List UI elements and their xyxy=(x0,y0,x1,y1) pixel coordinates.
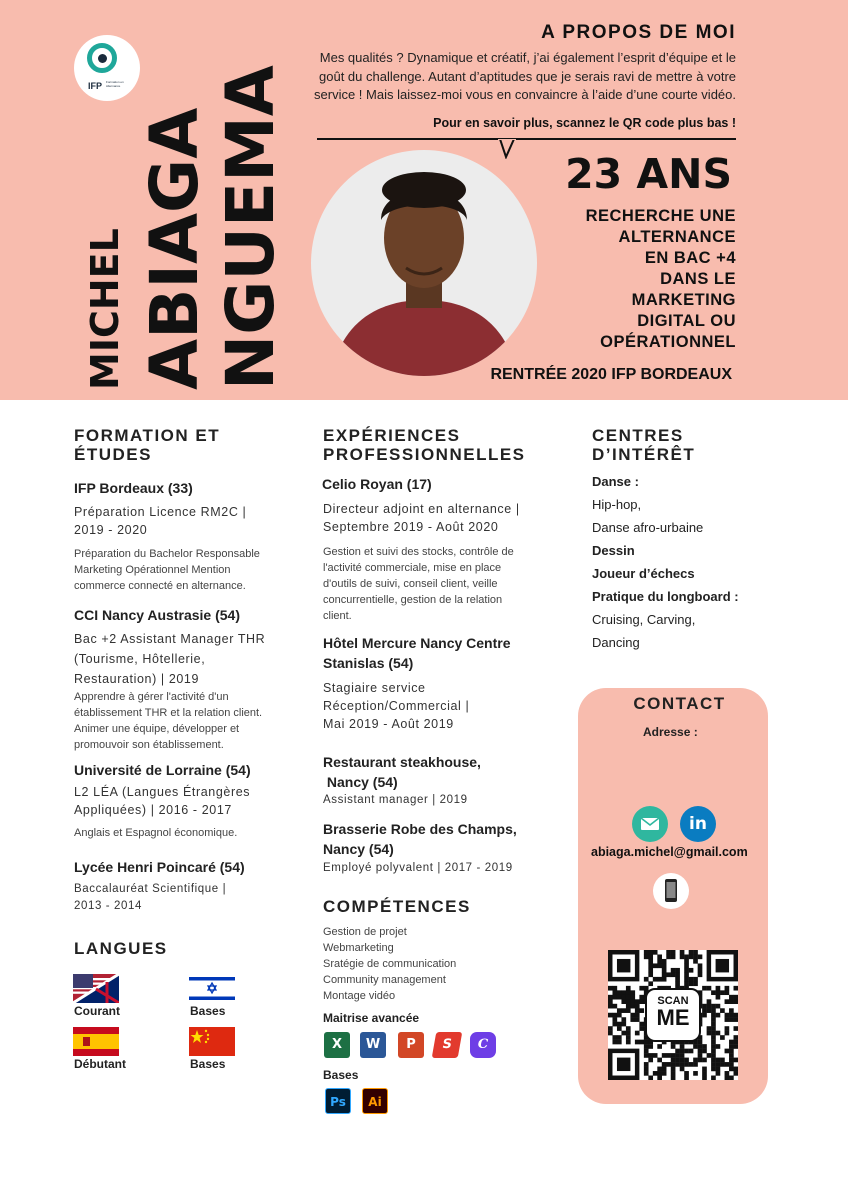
interets-title-line: D’INTÉRÊT xyxy=(592,445,696,464)
formation-desc: Anglais et Espagnol économique. xyxy=(74,827,238,839)
excel-icon: X xyxy=(324,1032,350,1058)
degree-line: 2013 - 2014 xyxy=(74,900,142,912)
degree-line: Appliquées) | 2016 - 2017 xyxy=(74,803,232,817)
desc-line: Gestion et suivi des stocks, contrôle de xyxy=(323,546,514,558)
company-line: Brasserie Robe des Champs, xyxy=(323,821,517,837)
formation-degree xyxy=(74,783,250,819)
last-name-2: NGUEMA xyxy=(212,65,289,390)
desc-line: Apprendre à gérer l'activité d'un xyxy=(74,691,229,703)
sketchup-icon: S xyxy=(432,1032,463,1058)
search-line: DIGITAL OU xyxy=(637,312,736,330)
desc-line: Animer une équipe, développer et xyxy=(74,723,240,735)
age-heading: 23 ANS xyxy=(565,150,732,198)
interet-line: Dancing xyxy=(592,635,640,650)
desc-line: Marketing Opérationnel Mention xyxy=(74,564,231,576)
search-line: RECHERCHE UNE xyxy=(585,207,736,225)
contact-title: CONTACT xyxy=(633,694,726,713)
interet-line: Danse : xyxy=(592,474,639,489)
first-name: MICHEL xyxy=(83,228,127,390)
logo-subtext: Formation en Alternance xyxy=(106,80,124,88)
formation-school: Université de Lorraine (54) xyxy=(74,762,251,778)
qr-scan-label xyxy=(645,988,701,1042)
formation-title xyxy=(74,426,220,464)
about-title: A PROPOS DE MOI xyxy=(541,22,736,43)
formation-school: CCI Nancy Austrasie (54) xyxy=(74,607,240,623)
experience-company: Celio Royan (17) xyxy=(322,476,432,492)
degree-line: L2 LÉA (Langues Étrangères xyxy=(74,785,251,799)
experience-desc xyxy=(323,544,514,624)
desc-line: Préparation du Bachelor Responsable xyxy=(74,548,260,560)
uk-us-flag-icon xyxy=(73,974,119,1003)
israel-flag-icon xyxy=(189,974,235,1003)
basic-label: Bases xyxy=(323,1068,359,1082)
role-line: Mai 2019 - Août 2019 xyxy=(323,717,454,731)
search-line: MARKETING xyxy=(631,291,736,309)
company-line: Nancy (54) xyxy=(323,841,394,857)
experiences-title-line: PROFESSIONNELLES xyxy=(323,445,526,464)
formation-degree xyxy=(74,503,246,539)
experience-company xyxy=(323,633,511,673)
interets-list xyxy=(592,470,739,654)
search-line: OPÉRATIONNEL xyxy=(600,333,736,351)
interets-title-line: CENTRES xyxy=(592,426,684,445)
search-line: EN BAC +4 xyxy=(644,249,736,267)
advanced-label: Maitrise avancée xyxy=(323,1011,420,1025)
desc-line: client. xyxy=(323,610,352,622)
langue-level: Courant xyxy=(74,1004,120,1018)
logo-dot-icon xyxy=(98,54,107,63)
degree-line: Restauration) | 2019 xyxy=(74,672,200,686)
about-text: Mes qualités ? Dynamique et créatif, j’ai également l’esprit d’équipe et le goût du challenge. Autant d’aptitudes que je serais ravi de mettre à votre service ! Mais laissez-moi vous en convaincre à l’aide d’une courte vidéo. xyxy=(314,50,736,102)
interets-title xyxy=(592,426,695,464)
mail-icon[interactable] xyxy=(632,806,668,842)
langues-title: LANGUES xyxy=(74,939,168,958)
experience-role: Employé polyvalent | 2017 - 2019 xyxy=(323,862,513,874)
linkedin-icon[interactable]: in xyxy=(680,806,716,842)
desc-line: établissement THR et la relation client. xyxy=(74,707,263,719)
profile-photo xyxy=(311,150,537,376)
experience-company xyxy=(323,752,481,792)
last-name-1: ABIAGA xyxy=(136,107,213,390)
desc-line: promouvoir son établissement. xyxy=(74,739,224,751)
formation-title-line: FORMATION ET xyxy=(74,426,221,445)
search-statement xyxy=(516,206,736,353)
china-flag-icon xyxy=(189,1027,235,1056)
desc-line: l'activité commerciale, mise en place xyxy=(323,562,502,574)
word-icon: W xyxy=(360,1032,386,1058)
langue-level: Débutant xyxy=(74,1057,126,1071)
skill-item: Webmarketing xyxy=(323,942,394,954)
role-line: Septembre 2019 - Août 2020 xyxy=(323,520,499,534)
skill-item: Gestion de projet xyxy=(323,926,407,938)
interet-line: Pratique du longboard : xyxy=(592,589,739,604)
degree-line: Baccalauréat Scientifique | xyxy=(74,883,227,895)
ifp-logo xyxy=(74,35,140,101)
company-line: Hôtel Mercure Nancy Centre xyxy=(323,635,511,651)
company-line: Stanislas (54) xyxy=(323,655,414,671)
skills-list xyxy=(323,924,456,1004)
interet-line: Hip-hop, xyxy=(592,497,642,512)
formation-school: Lycée Henri Poincaré (54) xyxy=(74,859,245,875)
role-line: Directeur adjoint en alternance | xyxy=(323,502,520,516)
interet-line: Cruising, Carving, xyxy=(592,612,696,627)
experience-role xyxy=(323,679,469,733)
langue-level: Bases xyxy=(190,1004,226,1018)
degree-line: (Tourisme, Hôtellerie, xyxy=(74,652,206,666)
interet-line: Danse afro-urbaine xyxy=(592,520,704,535)
skill-item: Community management xyxy=(323,974,446,986)
spain-flag-icon xyxy=(73,1027,119,1056)
desc-line: commerce connecté en alternance. xyxy=(74,580,246,592)
address-label: Adresse : xyxy=(643,725,698,739)
interet-line: Dessin xyxy=(592,543,635,558)
formation-degree xyxy=(74,629,265,689)
skill-item: Sratégie de communication xyxy=(323,958,457,970)
formation-school: IFP Bordeaux (33) xyxy=(74,480,193,496)
experiences-title-line: EXPÉRIENCES xyxy=(323,426,461,445)
formation-desc xyxy=(74,689,262,753)
competences-title: COMPÉTENCES xyxy=(323,897,471,916)
email-link[interactable]: abiaga.michel@gmail.com xyxy=(591,845,748,859)
company-line: Restaurant steakhouse, xyxy=(323,754,481,770)
logo-text: IFP xyxy=(88,81,103,91)
skill-item: Montage vidéo xyxy=(323,990,396,1002)
formation-degree xyxy=(74,881,226,915)
phone-icon[interactable] xyxy=(653,873,689,909)
formation-title-line: ÉTUDES xyxy=(74,445,152,464)
langue-level: Bases xyxy=(190,1057,226,1071)
company-line: Nancy (54) xyxy=(323,774,398,790)
canva-icon: C xyxy=(470,1032,496,1058)
experiences-title xyxy=(323,426,526,464)
desc-line: concurrentielle, gestion de la relation xyxy=(323,594,503,606)
speech-tail-icon xyxy=(498,139,516,159)
degree-line: Préparation Licence RM2C | xyxy=(74,505,247,519)
search-line: ALTERNANCE xyxy=(618,228,736,246)
speech-divider xyxy=(317,138,736,140)
illustrator-icon: Ai xyxy=(362,1088,388,1114)
role-line: Réception/Commercial | xyxy=(323,699,470,713)
qr-code[interactable] xyxy=(608,950,738,1080)
experience-role: Assistant manager | 2019 xyxy=(323,794,468,806)
desc-line: d'outils de suivi, conseil client, veille xyxy=(323,578,498,590)
interet-line: Joueur d’échecs xyxy=(592,566,695,581)
degree-line: 2019 - 2020 xyxy=(74,523,148,537)
experience-company xyxy=(323,819,517,859)
powerpoint-icon: P xyxy=(398,1032,424,1058)
formation-desc xyxy=(74,546,260,594)
qr-me-text: ME xyxy=(656,1005,690,1030)
about-cta: Pour en savoir plus, scannez le QR code plus bas ! xyxy=(433,116,736,130)
photoshop-icon: Ps xyxy=(325,1088,351,1114)
degree-line: Bac +2 Assistant Manager THR xyxy=(74,632,266,646)
role-line: Stagiaire service xyxy=(323,681,426,695)
qr-scan-text: SCAN xyxy=(657,995,689,1007)
portrait-illustration xyxy=(311,150,537,376)
experience-role xyxy=(323,500,520,536)
search-line: DANS LE xyxy=(660,270,736,288)
rentree-text: RENTRÉE 2020 IFP BORDEAUX xyxy=(490,366,732,383)
